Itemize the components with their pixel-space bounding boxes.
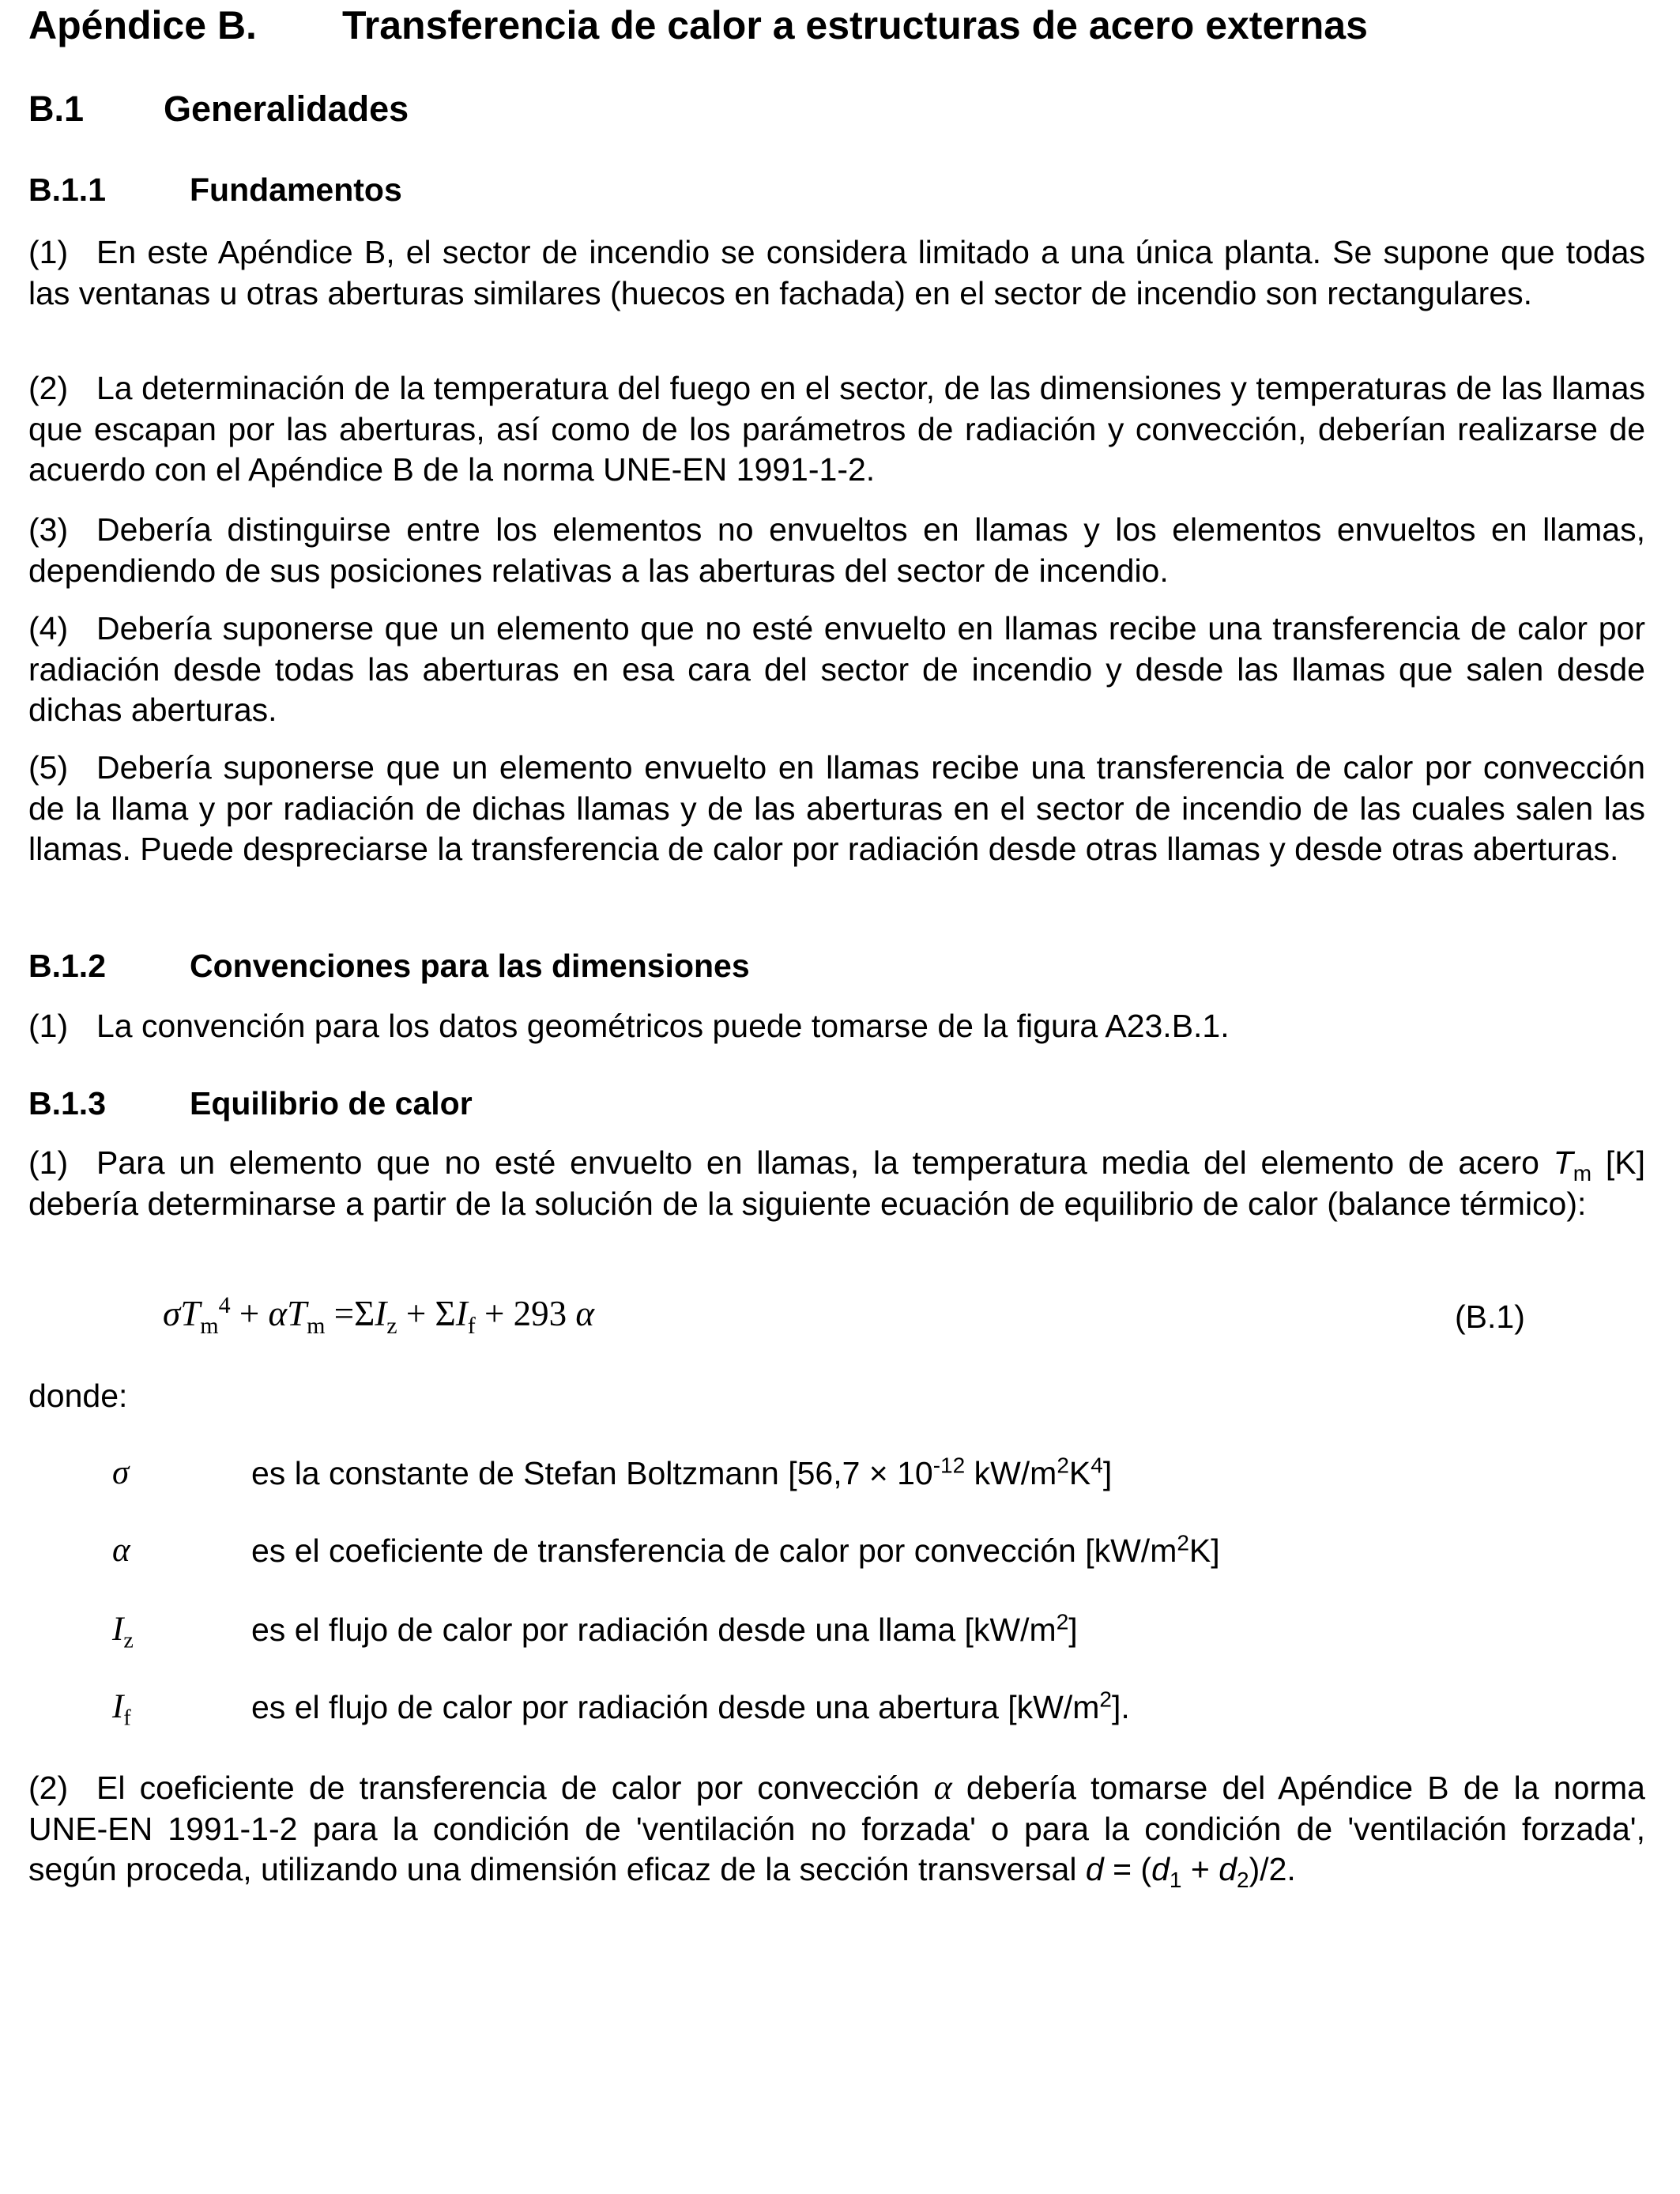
symbol-d: d <box>1085 1851 1104 1887</box>
eq-sub-m2: m <box>307 1313 326 1339</box>
eq-alpha2: α <box>575 1294 594 1333</box>
section-number: B.1.3 <box>28 1085 106 1122</box>
symbol-subscript: m <box>1573 1161 1592 1186</box>
definition-symbol-If <box>112 1687 131 1731</box>
paragraph-number: (1) <box>28 1144 69 1181</box>
paragraph-number: (2) <box>28 1770 69 1806</box>
paragraph-b11-3 <box>28 510 1645 591</box>
definition-text: es la constante de Stefan Boltzmann [56,7 × 10 <box>251 1455 933 1491</box>
definition-symbol-Iz <box>112 1609 134 1653</box>
section-title: Convenciones para las dimensiones <box>190 948 750 984</box>
symbol-d1: d <box>1151 1851 1170 1887</box>
appendix-number: Apéndice B. <box>28 3 257 47</box>
symbol: I <box>112 1611 124 1648</box>
paragraph-number: (1) <box>28 1008 69 1044</box>
definition-symbol-sigma <box>112 1453 129 1494</box>
definition-symbol-alpha <box>112 1530 130 1571</box>
eq-sub-z: z <box>386 1313 397 1339</box>
paragraph-b11-5 <box>28 748 1645 870</box>
subscript-1: 1 <box>1169 1868 1182 1893</box>
section-b13-heading <box>28 1083 473 1124</box>
appendix-title: Transferencia de calor a estructuras de acero externas <box>342 3 1368 47</box>
paragraph-text: Debería distinguirse entre los elementos no envueltos en llamas y los elementos envueltos en llamas, dependiendo de sus posiciones relativas a las aberturas del sector de incendio. <box>28 511 1645 589</box>
eq-tail: + 293 <box>475 1294 576 1333</box>
symbol-subscript: z <box>123 1628 134 1653</box>
superscript: 4 <box>1090 1453 1103 1478</box>
superscript: 2 <box>1057 1453 1069 1478</box>
superscript: 2 <box>1177 1530 1189 1555</box>
formula-text: = ( <box>1103 1851 1152 1887</box>
paragraph-number: (4) <box>28 610 69 647</box>
donde-label: donde: <box>28 1378 128 1414</box>
section-b12-heading <box>28 945 750 986</box>
paragraph-b13-2 <box>28 1767 1645 1891</box>
definition-text: es el flujo de calor por radiación desde una llama [kW/m <box>251 1612 1057 1648</box>
symbol-subscript: f <box>123 1706 131 1731</box>
eq-sub-m: m <box>200 1313 219 1339</box>
symbol-T: T <box>1553 1144 1573 1181</box>
paragraph-text-continued: debería tomarse del Apéndice B de la norma UNE-EN 1991-1-2 para la condición de 'ventilación no forzada' o para la condición de 'ventilación forzada', según proceda, utilizando una dimensión eficaz de la sección transversal <box>28 1770 1645 1887</box>
paragraph-number: (2) <box>28 370 69 406</box>
paragraph-text: El coeficiente de transferencia de calor por convección <box>96 1770 934 1806</box>
eq-T2: T <box>287 1294 307 1333</box>
section-title: Fundamentos <box>190 172 402 208</box>
eq-plus: + <box>230 1294 269 1333</box>
definition-Iz <box>251 1609 1078 1650</box>
eq-sup-4: 4 <box>218 1292 231 1318</box>
definition-text: es el coeficiente de transferencia de calor por convección [kW/m <box>251 1532 1177 1569</box>
section-title: Equilibrio de calor <box>190 1085 473 1122</box>
paragraph-number: (5) <box>28 749 69 786</box>
definition-text: ] <box>1068 1612 1078 1648</box>
formula-plus: + <box>1181 1851 1219 1887</box>
paragraph-text: Debería suponerse que un elemento que no esté envuelto en llamas recibe una transferencia de calor por radiación desde todas las aberturas en esa cara del sector de incendio y desde las llamas que salen desde dichas aberturas. <box>28 610 1645 728</box>
paragraph-b12-1 <box>28 1005 1230 1046</box>
section-number: B.1.1 <box>28 172 106 208</box>
paragraph-text-continued: [K] debería determinarse a partir de la solución de la siguiente ecuación de equilibrio de calor (balance térmico): <box>28 1144 1645 1222</box>
definition-sigma <box>251 1453 1112 1494</box>
paragraph-text: Para un elemento que no esté envuelto en llamas, la temperatura media del elemento de acero <box>96 1144 1554 1181</box>
definition-text: ]. <box>1112 1689 1130 1725</box>
section-number: B.1.2 <box>28 948 106 984</box>
definition-text: kW/m <box>965 1455 1057 1491</box>
paragraph-number: (1) <box>28 234 69 270</box>
superscript: 2 <box>1099 1687 1112 1712</box>
superscript: 2 <box>1056 1609 1069 1634</box>
paragraph-b13-1 <box>28 1143 1645 1224</box>
definition-If <box>251 1687 1130 1728</box>
superscript: -12 <box>932 1453 966 1478</box>
equation-b1 <box>163 1290 594 1337</box>
symbol-alpha: α <box>933 1768 952 1807</box>
eq-I: I <box>375 1294 387 1333</box>
subscript-2: 2 <box>1237 1868 1249 1893</box>
definition-alpha <box>251 1530 1220 1571</box>
symbol: I <box>112 1688 124 1725</box>
definition-text: ] <box>1102 1455 1113 1491</box>
eq-sigma: σ <box>163 1294 181 1333</box>
paragraph-b11-1 <box>28 232 1645 314</box>
paragraph-b11-4 <box>28 609 1645 731</box>
section-title: Generalidades <box>164 89 409 129</box>
section-b11-heading <box>28 169 402 210</box>
section-number: B.1 <box>28 89 85 129</box>
paragraph-text: La convención para los datos geométricos puede tomarse de la figura A23.B.1. <box>96 1008 1230 1044</box>
equation-number: (B.1) <box>1455 1299 1525 1335</box>
paragraph-text: La determinación de la temperatura del fuego en el sector, de las dimensiones y temperaturas de las llamas que escapan por las aberturas, así como de los parámetros de radiación y convección, deberían realizarse de acuerdo con el Apéndice B de la norma UNE-EN 1991-1-2. <box>28 370 1645 488</box>
eq-alpha: α <box>268 1294 288 1333</box>
appendix-heading <box>28 2 1368 49</box>
section-b1-heading <box>28 87 409 131</box>
definition-text: K] <box>1188 1532 1220 1569</box>
symbol: σ <box>112 1454 130 1491</box>
eq-equals-sum: =Σ <box>325 1294 375 1333</box>
eq-I2: I <box>455 1294 468 1333</box>
symbol: α <box>112 1532 130 1569</box>
paragraph-text: Debería suponerse que un elemento envuelto en llamas recibe una transferencia de calor por convección de la llama y por radiación de dichas llamas y de las aberturas en el sector de incendio de las cuales salen las llamas. Puede despreciarse la transferencia de calor por radiación desde otras llamas y desde otras aberturas. <box>28 749 1645 867</box>
eq-T: T <box>180 1294 201 1333</box>
eq-sub-f: f <box>467 1313 476 1339</box>
paragraph-b11-2 <box>28 368 1645 491</box>
definition-text: es el flujo de calor por radiación desde una abertura [kW/m <box>251 1689 1100 1725</box>
paragraph-text: En este Apéndice B, el sector de incendio se considera limitado a una única planta. Se supone que todas las ventanas u otras aberturas similares (huecos en fachada) en el sector de incendio son rectangulares. <box>28 234 1645 311</box>
definition-text: K <box>1068 1455 1091 1491</box>
paragraph-number: (3) <box>28 511 69 548</box>
symbol-d2: d <box>1219 1851 1237 1887</box>
formula-end: )/2. <box>1249 1851 1296 1887</box>
eq-plus-sum: + Σ <box>397 1294 456 1333</box>
